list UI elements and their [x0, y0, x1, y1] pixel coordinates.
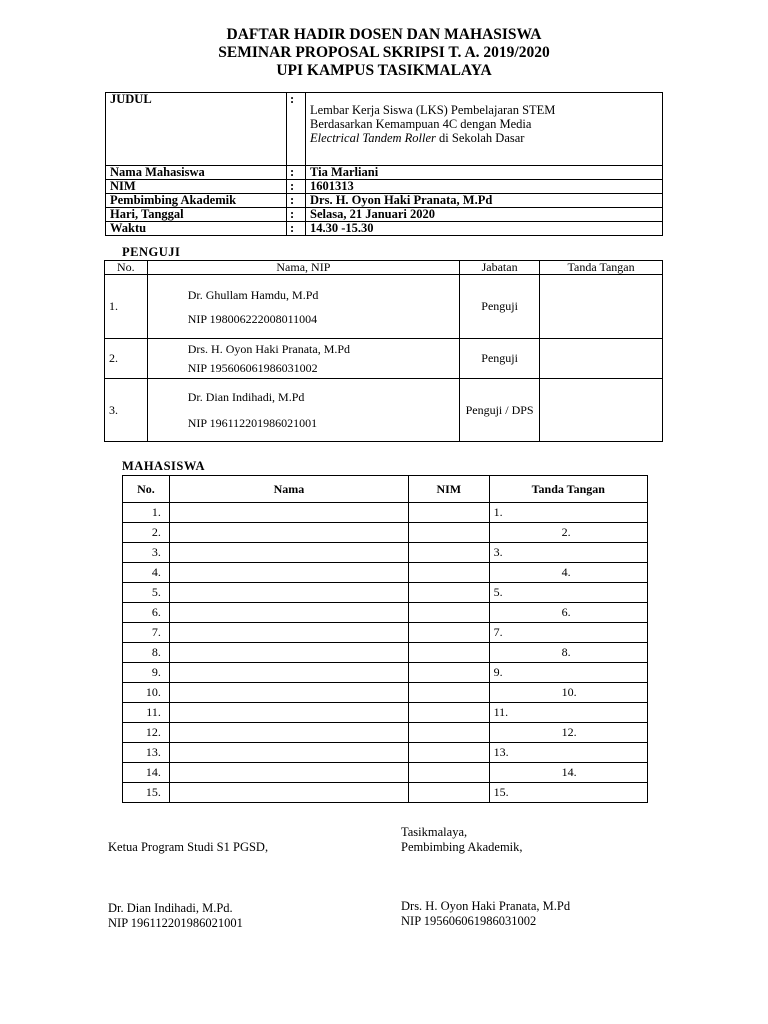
separator: : [287, 194, 306, 208]
signature-number: 8. [561, 645, 571, 659]
name-cell[interactable] [169, 643, 408, 663]
signature-number: 11. [493, 705, 509, 719]
nim-cell[interactable] [409, 623, 490, 643]
signature-number: 10. [561, 685, 577, 699]
table-row [123, 563, 648, 583]
row-number: 13. [123, 743, 170, 763]
row-number: 15. [123, 783, 170, 803]
table-row [123, 623, 648, 643]
nim-cell[interactable] [409, 503, 490, 523]
name-cell[interactable] [169, 783, 408, 803]
separator: : [287, 180, 306, 194]
nim-cell[interactable] [409, 783, 490, 803]
penguji-name-nip [147, 339, 459, 379]
ketua-prodi-nip: NIP 196112201986021001 [108, 916, 243, 930]
mahasiswa-table [122, 475, 648, 803]
signature-cell[interactable] [540, 275, 663, 339]
signature-cell[interactable] [489, 703, 647, 723]
signature-cell[interactable] [489, 723, 647, 743]
name-cell[interactable] [169, 723, 408, 743]
signature-cell[interactable] [540, 379, 663, 442]
nim-cell[interactable] [409, 583, 490, 603]
penguji-name-nip [147, 275, 459, 339]
nim-cell[interactable] [409, 723, 490, 743]
info-row [106, 208, 663, 222]
penguji-no: 1. [105, 275, 148, 339]
name-cell[interactable] [169, 623, 408, 643]
title-line-1: DAFTAR HADIR DOSEN DAN MAHASISWA [226, 26, 542, 43]
table-row [123, 543, 648, 563]
nim-cell[interactable] [409, 763, 490, 783]
mahasiswa-rows [123, 503, 648, 803]
signature-number: 15. [493, 785, 509, 799]
table-row [123, 603, 648, 623]
signature-number: 4. [561, 565, 571, 579]
penguji-row [105, 339, 663, 379]
table-row [123, 643, 648, 663]
signature-number: 5. [493, 585, 503, 599]
sign-place: Tasikmalaya, [401, 825, 468, 839]
pembimbing-block [401, 899, 570, 929]
signature-number: 6. [561, 605, 571, 619]
row-number: 8. [123, 643, 170, 663]
penguji-header-row [105, 261, 663, 275]
signature-cell[interactable] [489, 783, 647, 803]
penguji-row [105, 275, 663, 339]
pembimbing-name: Drs. H. Oyon Haki Pranata, M.Pd [401, 899, 571, 913]
name-cell[interactable] [169, 543, 408, 563]
penguji-table [104, 260, 663, 442]
name-cell[interactable] [169, 743, 408, 763]
info-label: Hari, Tanggal [106, 208, 287, 222]
penguji-name: Dr. Dian Indihadi, M.Pd [187, 390, 305, 404]
nim-cell[interactable] [409, 523, 490, 543]
judul-media-name: Electrical Tandem Roller [310, 131, 436, 145]
judul-line-2: Berdasarkan Kemampuan 4C dengan Media [310, 117, 532, 131]
info-row [106, 180, 663, 194]
info-table [105, 92, 663, 236]
signature-cell[interactable] [489, 683, 647, 703]
table-row [123, 743, 648, 763]
signature-number: 13. [493, 745, 509, 759]
name-cell[interactable] [169, 583, 408, 603]
penguji-no: 2. [105, 339, 148, 379]
row-number: 4. [123, 563, 170, 583]
signature-cell[interactable] [489, 603, 647, 623]
info-row [106, 194, 663, 208]
name-cell[interactable] [169, 703, 408, 723]
judul-line-3 [310, 131, 658, 145]
signature-cell[interactable] [489, 623, 647, 643]
signature-cell[interactable] [489, 763, 647, 783]
penguji-nip: NIP 198006222008011004 [187, 311, 318, 326]
penguji-name-nip [147, 379, 459, 442]
separator: : [287, 208, 306, 222]
signature-cell[interactable] [540, 339, 663, 379]
signature-number: 12. [561, 725, 577, 739]
signature-number: 14. [561, 765, 577, 779]
signature-cell[interactable] [489, 583, 647, 603]
penguji-jabatan: Penguji / DPS [460, 379, 540, 442]
name-cell[interactable] [169, 603, 408, 623]
info-label: Waktu [106, 222, 287, 236]
title-line-3: UPI KAMPUS TASIKMALAYA [276, 62, 492, 79]
signature-number: 1. [493, 505, 503, 519]
penguji-no: 3. [105, 379, 148, 442]
nim-cell[interactable] [409, 643, 490, 663]
signature-cell[interactable] [489, 543, 647, 563]
name-cell[interactable] [169, 523, 408, 543]
penguji-nip: NIP 195606061986031002 [187, 360, 318, 375]
table-row [123, 763, 648, 783]
penguji-name: Drs. H. Oyon Haki Pranata, M.Pd [187, 341, 351, 356]
table-row [123, 683, 648, 703]
judul-line-1: Lembar Kerja Siswa (LKS) Pembelajaran STEM [310, 103, 556, 117]
pembimbing-title: Pembimbing Akademik, [401, 840, 523, 854]
signature-cell[interactable] [489, 663, 647, 683]
penguji-nip: NIP 196112201986021001 [187, 416, 318, 430]
row-number: 14. [123, 763, 170, 783]
nim-cell[interactable] [409, 663, 490, 683]
col-header-nim: NIM [409, 476, 490, 503]
penguji-section-label: PENGUJI [122, 245, 181, 259]
name-cell[interactable] [169, 503, 408, 523]
table-row [123, 783, 648, 803]
signature-cell[interactable] [489, 563, 647, 583]
col-header-tanda-tangan: Tanda Tangan [540, 261, 663, 275]
penguji-name: Dr. Ghullam Hamdu, M.Pd [187, 287, 319, 302]
ketua-prodi-name: Dr. Dian Indihadi, M.Pd. [108, 901, 233, 915]
signature-number: 3. [493, 545, 503, 559]
col-header-no: No. [123, 476, 170, 503]
separator: : [287, 166, 306, 180]
row-number: 5. [123, 583, 170, 603]
row-number: 7. [123, 623, 170, 643]
info-row [106, 166, 663, 180]
row-number: 2. [123, 523, 170, 543]
info-row-judul [106, 93, 663, 166]
name-cell[interactable] [169, 663, 408, 683]
mahasiswa-header-row [123, 476, 648, 503]
table-row [123, 723, 648, 743]
info-label: Pembimbing Akademik [106, 194, 287, 208]
ketua-prodi-block [108, 901, 243, 931]
row-number: 11. [123, 703, 170, 723]
signature-number: 7. [493, 625, 503, 639]
row-number: 9. [123, 663, 170, 683]
row-number: 1. [123, 503, 170, 523]
signature-cell[interactable] [489, 743, 647, 763]
judul-line-3-rest: di Sekolah Dasar [435, 131, 525, 145]
signature-number: 9. [493, 665, 503, 679]
info-value: Drs. H. Oyon Haki Pranata, M.Pd [306, 194, 663, 208]
signature-number: 2. [561, 525, 571, 539]
info-label: Nama Mahasiswa [106, 166, 287, 180]
col-header-tanda-tangan: Tanda Tangan [489, 476, 647, 503]
nim-cell[interactable] [409, 603, 490, 623]
judul-value [306, 93, 663, 166]
col-header-jabatan: Jabatan [460, 261, 540, 275]
row-number: 12. [123, 723, 170, 743]
col-header-no: No. [105, 261, 148, 275]
info-label: NIM [106, 180, 287, 194]
separator: : [287, 222, 306, 236]
info-value: Tia Marliani [306, 166, 663, 180]
signature-cell[interactable] [489, 523, 647, 543]
row-number: 10. [123, 683, 170, 703]
penguji-jabatan: Penguji [460, 339, 540, 379]
separator: : [287, 93, 306, 166]
row-number: 3. [123, 543, 170, 563]
signature-cell[interactable] [489, 503, 647, 523]
info-value: 1601313 [306, 180, 663, 194]
info-value: Selasa, 21 Januari 2020 [306, 208, 663, 222]
signature-cell[interactable] [489, 643, 647, 663]
penguji-row [105, 379, 663, 442]
pembimbing-block-top [401, 825, 523, 855]
name-cell[interactable] [169, 563, 408, 583]
col-header-nama-nip: Nama, NIP [147, 261, 459, 275]
info-row [106, 222, 663, 236]
table-row [123, 523, 648, 543]
document-title [0, 26, 768, 80]
nim-cell[interactable] [409, 703, 490, 723]
mahasiswa-section-label: MAHASISWA [122, 459, 205, 473]
name-cell[interactable] [169, 683, 408, 703]
info-value: 14.30 -15.30 [306, 222, 663, 236]
table-row [123, 583, 648, 603]
table-row [123, 663, 648, 683]
ketua-prodi-title: Ketua Program Studi S1 PGSD, [108, 840, 269, 854]
judul-label: JUDUL [106, 93, 287, 166]
row-number: 6. [123, 603, 170, 623]
title-line-2: SEMINAR PROPOSAL SKRIPSI T. A. 2019/2020 [218, 44, 550, 61]
penguji-jabatan: Penguji [460, 275, 540, 339]
table-row [123, 503, 648, 523]
table-row [123, 703, 648, 723]
nim-cell[interactable] [409, 743, 490, 763]
nim-cell[interactable] [409, 683, 490, 703]
nim-cell[interactable] [409, 563, 490, 583]
name-cell[interactable] [169, 763, 408, 783]
nim-cell[interactable] [409, 543, 490, 563]
col-header-nama: Nama [169, 476, 408, 503]
pembimbing-nip: NIP 195606061986031002 [401, 914, 537, 928]
